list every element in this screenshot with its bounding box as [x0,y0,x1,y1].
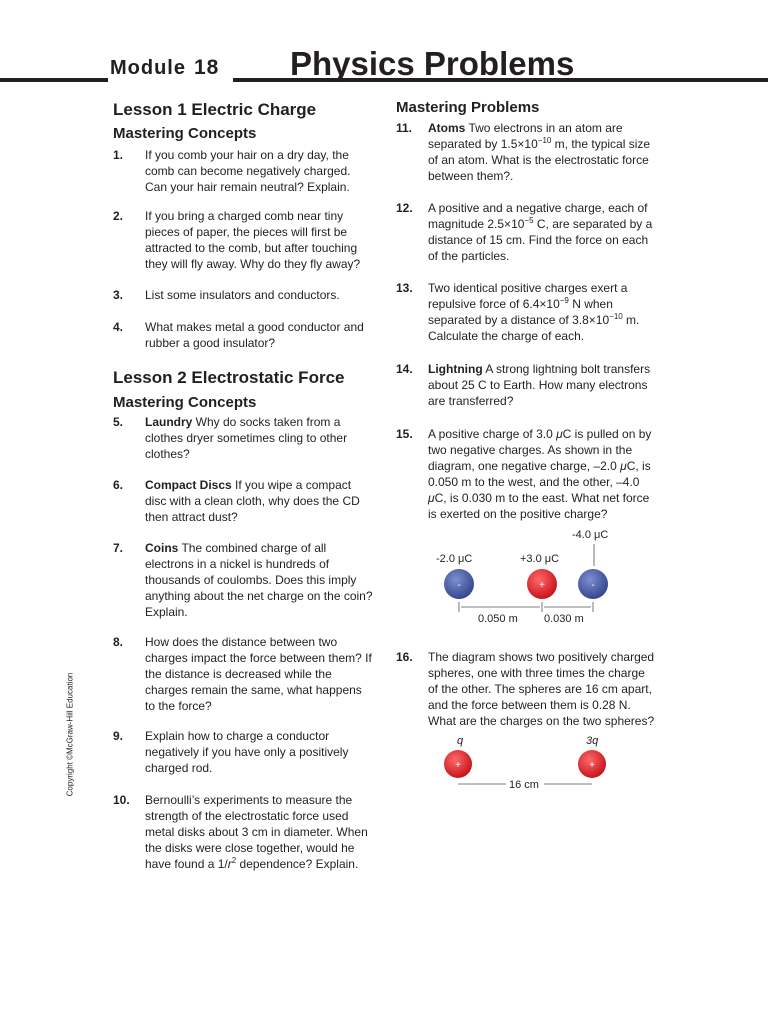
question-15: 15. A positive charge of 3.0 μC is pulled on by two negative charges. As shown in the diagram, one negative charge, –2.0 μC, is 0.050 m to the west, and the other, –4.0 μC, is 0.030 m to the east. What net force is exerted on the positive charge? [396,427,652,521]
label-middle-charge: +3.0 μC [520,553,560,565]
lesson1-heading: Lesson 1 Electric Charge [113,100,317,119]
question-2: 2. If you bring a charged comb near tiny pieces of paper, the pieces will first be attracted to the comb, but after touching they will fly away. Why do they fly away? [113,209,361,271]
question-12: 12. A positive and a negative charge, each of magnitude $2.5\times 10^{-5}$ C, are separated by a distance of 15 cm. Find the force on each of the particles. [396,201,653,263]
copyright-notice: Copyright ©McGraw-Hill Education [65,672,75,797]
lesson2-subheading: Mastering Concepts [113,394,257,411]
question-16: 16. The diagram shows two positively charged spheres, one with three times the charge of the other. The spheres are 16 cm apart, and the force between them is 0.28 N. What are the charges on the two spheres? [396,650,655,728]
page-title: Physics Problems [290,45,575,82]
question-3: 3. List some insulators and conductors. [113,288,340,302]
module-number: 18 [194,56,220,79]
question-9: 9. Explain how to charge a conductor negatively if you have only a positively charged rod. [113,729,349,775]
distance-label: 16 cm [509,779,539,791]
distance-east-label: 0.030 m [544,613,584,625]
charge-diagram-15 [420,524,630,629]
svg-text:-: - [457,580,461,591]
lesson2-heading: Lesson 2 Electrostatic Force [113,368,345,387]
charge-diagram-16 [430,730,620,795]
header-rule-left [0,78,108,82]
question-4: 4. What makes metal a good conductor and rubber a good insulator? [113,320,364,350]
question-1: 1. If you comb your hair on a dry day, the comb can become negatively charged. Can your hair remain neutral? Explain. [113,148,351,194]
question-10: 10. Bernoulli’s experiments to measure the strength of the electrostatic force used metal disks about 3 cm in diameter. When the disks were close together, would he have found a $1/r^2$ dependence? Explain. [113,793,368,871]
label-3q: 3q [586,735,599,747]
module-label: Module 18 [110,56,220,79]
lesson1-subheading: Mastering Concepts [113,125,257,142]
distance-west-label: 0.050 m [478,613,518,625]
question-8: 8. How does the distance between two charges impact the force between them? If the distance is decreased while the charges remain the same, what happens to the force? [113,635,372,713]
question-5: 5. Laundry Why do socks taken from a clothes dryer sometimes cling to other clothes? [113,415,348,461]
question-13: 13. Two identical positive charges exert a repulsive force of $6.4\times 10^{-9}$ N when separated by a distance of $3.8\times 10^{-10}$ m. Calculate the charge of each. [396,281,640,343]
svg-text:+: + [589,760,595,771]
svg-text:+: + [455,760,461,771]
question-6: 6. Compact Discs If you wipe a compact disc with a clean cloth, why does the CD then attract dust? [113,478,360,524]
question-11: 11. Atoms Two electrons in an atom are separated by $1.5\times 10^{-10}$ m, the typical size of an atom. What is the electrostatic force between them?. [396,121,651,183]
mastering-problems-heading: Mastering Problems [396,99,540,116]
svg-text:+: + [539,580,545,591]
label-left-charge: -2.0 μC [436,553,473,565]
label-q: q [457,735,464,747]
question-14: 14. Lightning A strong lightning bolt transfers about 25 C to Earth. How many electrons are transferred? [396,362,651,408]
label-right-charge: -4.0 μC [572,529,609,541]
svg-text:-: - [591,580,595,591]
question-7: 7. Coins The combined charge of all electrons in a nickel is hundreds of thousands of coulombs. Does this imply anything about the net charge on the coin? Explain. [113,541,373,619]
